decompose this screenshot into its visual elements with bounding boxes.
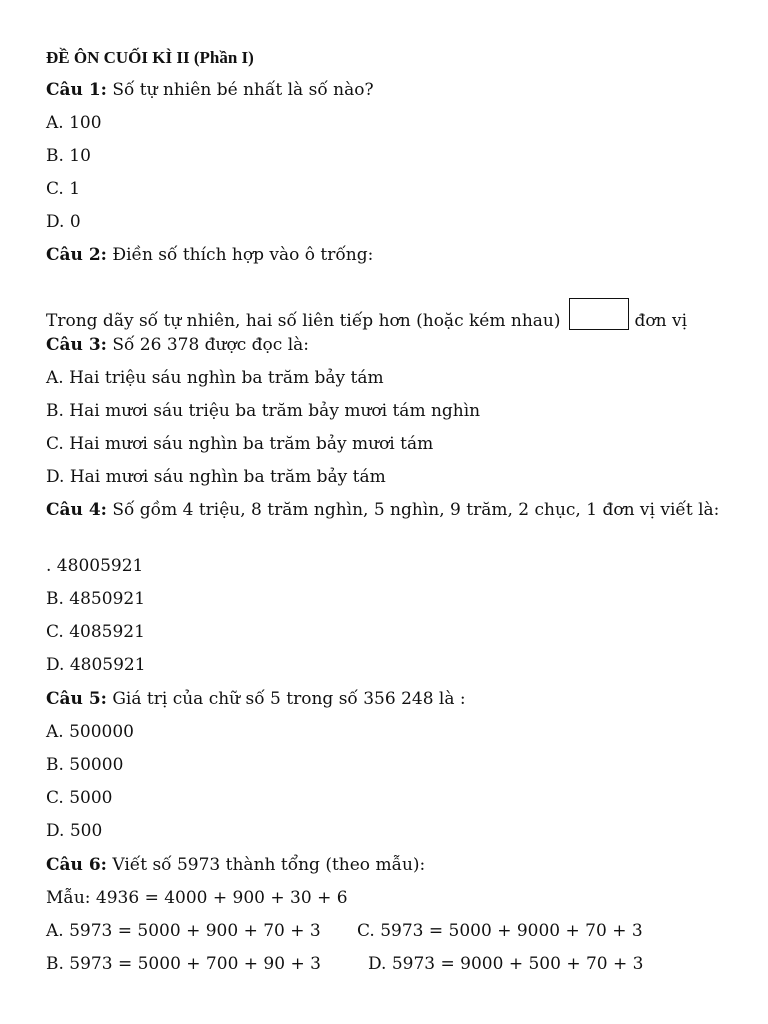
question-6-option-a: A. 5973 = 5000 + 900 + 70 + 3 <box>46 921 321 941</box>
question-2-label: Câu 2: <box>46 245 107 265</box>
question-4-option-d: D. 4805921 <box>46 655 146 675</box>
question-5-option-d: D. 500 <box>46 821 103 841</box>
question-6-label: Câu 6: <box>46 855 107 875</box>
question-4-option-a: . 48005921 <box>46 556 144 576</box>
question-2-text: Điền số thích hợp vào ô trống: <box>106 245 374 265</box>
question-1-option-b: B. 10 <box>46 146 91 166</box>
question-5-option-b: B. 50000 <box>46 755 124 775</box>
question-3-option-b: B. Hai mươi sáu triệu ba trăm bảy mươi tám nghìn <box>46 401 481 421</box>
question-4-option-b: B. 4850921 <box>46 589 146 609</box>
question-3-option-a: A. Hai triệu sáu nghìn ba trăm bảy tám <box>46 368 384 388</box>
question-2 <box>46 244 373 266</box>
question-1-option-a: A. 100 <box>46 113 102 133</box>
question-6 <box>46 854 425 876</box>
answer-blank-box[interactable] <box>569 298 629 330</box>
question-6-text: Viết số 5973 thành tổng (theo mẫu): <box>106 855 426 875</box>
question-6-example: Mẫu: 4936 = 4000 + 900 + 30 + 6 <box>46 888 348 908</box>
question-4-option-c: C. 4085921 <box>46 622 145 642</box>
question-4-label: Câu 4: <box>46 500 107 520</box>
question-5-option-a: A. 500000 <box>46 722 134 742</box>
worksheet-title: ĐỀ ÔN CUỐI KÌ II (Phần I) <box>46 48 254 67</box>
question-1 <box>46 79 374 101</box>
question-1-label: Câu 1: <box>46 80 107 100</box>
question-5-label: Câu 5: <box>46 689 107 709</box>
question-1-option-d: D. 0 <box>46 212 81 232</box>
question-6-option-b: B. 5973 = 5000 + 700 + 90 + 3 <box>46 954 321 974</box>
question-4 <box>46 499 736 521</box>
question-5-option-c: C. 5000 <box>46 788 113 808</box>
question-3-text: Số 26 378 được đọc là: <box>106 335 310 355</box>
question-3-option-d: D. Hai mươi sáu nghìn ba trăm bảy tám <box>46 467 386 487</box>
question-5 <box>46 688 466 710</box>
question-2-sentence <box>46 298 687 332</box>
question-1-text: Số tự nhiên bé nhất là số nào? <box>106 80 374 100</box>
question-2-sentence-after: đơn vị <box>634 311 688 331</box>
question-4-text: Số gồm 4 triệu, 8 trăm nghìn, 5 nghìn, 9 trăm, 2 chục, 1 đơn vị viết là: <box>106 500 720 520</box>
question-6-option-c: C. 5973 = 5000 + 9000 + 70 + 3 <box>357 921 643 941</box>
question-3-option-c: C. Hai mươi sáu nghìn ba trăm bảy mươi tám <box>46 434 434 454</box>
question-5-text: Giá trị của chữ số 5 trong số 356 248 là : <box>106 689 466 709</box>
question-3-label: Câu 3: <box>46 335 107 355</box>
question-6-option-d: D. 5973 = 9000 + 500 + 70 + 3 <box>368 954 644 974</box>
question-3 <box>46 334 309 356</box>
question-2-sentence-before: Trong dãy số tự nhiên, hai số liên tiếp hơn (hoặc kém nhau) <box>46 311 561 331</box>
question-1-option-c: C. 1 <box>46 179 81 199</box>
